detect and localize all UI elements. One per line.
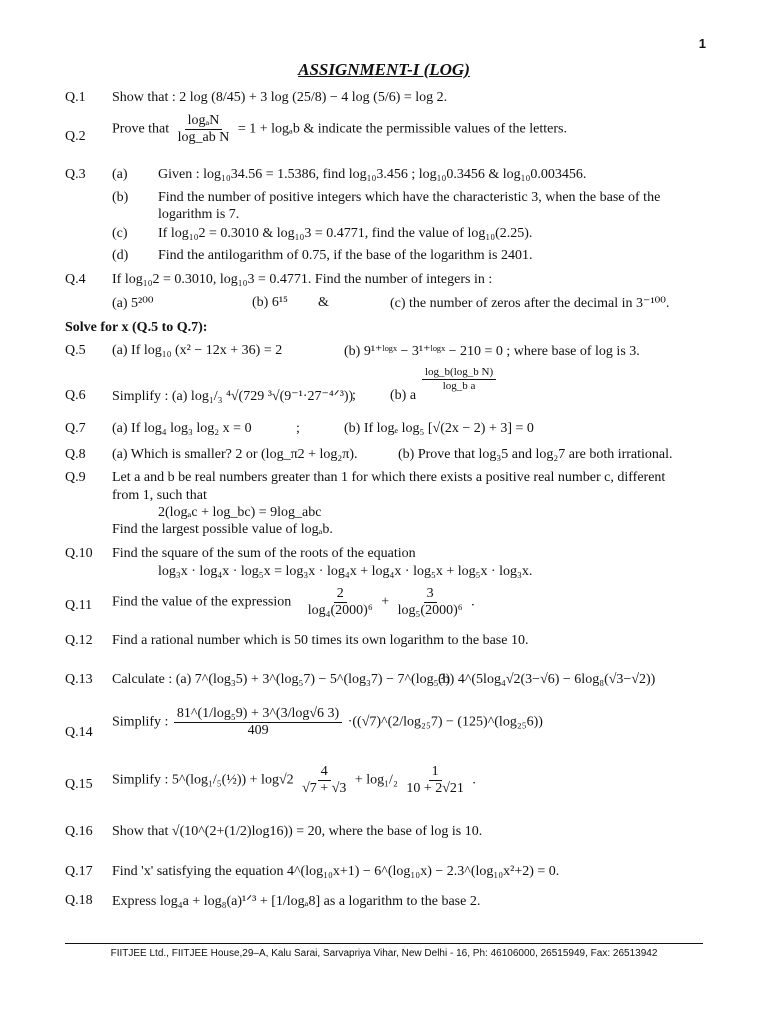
q13b: (b) 4^(5log₄√2(3−√6) − 6log₈(√3−√2)) (438, 672, 656, 687)
q14-numerator: 81^(1/log₅9) + 3^(3/log√6 3) (174, 706, 342, 723)
q11-plus: + (381, 594, 390, 610)
q6b-exponent (420, 366, 498, 392)
q6b-exp-denominator: log_b a (442, 379, 476, 392)
q15-frac2-den: 10 + 2√21 (406, 781, 464, 797)
q2-frac-denominator: log_ab N (177, 130, 230, 146)
q14-number: Q.14 (65, 725, 93, 740)
q7-number: Q.7 (65, 421, 86, 436)
q2-fraction (175, 113, 233, 146)
q2-number: Q.2 (65, 129, 86, 144)
q13a: Calculate : (a) 7^(log₃5) + 3^(log₅7) − 5^(log₃7) − 7^(log₅3) (112, 672, 451, 687)
q7-separator: ; (296, 421, 300, 436)
q3d-text: Find the antilogarithm of 0.75, if the base of the logarithm is 2401. (158, 248, 533, 263)
q4-number: Q.4 (65, 272, 86, 287)
q11-frac2-num: 3 (424, 586, 437, 603)
q3a-text: Given : log₁₀34.56 = 1.5386, find log₁₀3.456 ; log₁₀0.3456 & log₁₀0.003456. (158, 167, 587, 182)
q11-frac1 (305, 586, 376, 619)
q11-frac1-den: log₄(2000)⁶ (307, 603, 373, 619)
q3c-label: (c) (112, 226, 128, 241)
q2-line (112, 113, 567, 146)
q6a: Simplify : (a) log₁/₃ ⁴√(729 ³√(9⁻¹·27⁻⁴ᐟ³)) (112, 389, 354, 404)
q1-number: Q.1 (65, 90, 86, 105)
q2-frac-numerator: logₐN (185, 113, 223, 130)
q17-text: Find 'x' satisfying the equation 4^(log₁₀x+1) − 6^(log₁₀x) − 2.3^(log₁₀x²+2) = 0. (112, 864, 560, 879)
q9-number: Q.9 (65, 470, 86, 485)
q15-frac1-num: 4 (318, 764, 331, 781)
q13-number: Q.13 (65, 672, 93, 687)
q11-number: Q.11 (65, 598, 93, 613)
q11-line (112, 586, 475, 619)
q1-text: Show that : 2 log (8/45) + 3 log (25/8) − 4 log (5/6) = log 2. (112, 90, 448, 105)
q3b-text: Find the number of positive integers which have the characteristic 3, when the base of the (158, 190, 661, 205)
q14-lead: Simplify : (112, 714, 169, 730)
q10-number: Q.10 (65, 546, 93, 561)
q9-equation: 2(logₐc + log_bc) = 9log_abc (158, 505, 322, 520)
q5b: (b) 9¹⁺ˡᵒᵍˣ − 3¹⁺ˡᵒᵍˣ − 210 = 0 ; where base of log is 3. (344, 344, 640, 359)
q3-number: Q.3 (65, 167, 86, 182)
q9-line2: from 1, such that (112, 488, 207, 503)
section-heading: Solve for x (Q.5 to Q.7): (65, 320, 208, 335)
q3b-label: (b) (112, 190, 129, 205)
q15-line (112, 764, 476, 797)
q15-number: Q.15 (65, 777, 93, 792)
q7b: (b) If logₑ log₅ [√(2x − 2) + 3] = 0 (344, 421, 534, 436)
q8b: (b) Prove that log₃5 and log₂7 are both irrational. (398, 447, 673, 462)
q4c: (c) the number of zeros after the decimal in 3⁻¹⁰⁰. (390, 296, 670, 311)
page-number: 1 (698, 36, 706, 51)
q7a: (a) If log₄ log₃ log₂ x = 0 (112, 421, 252, 436)
q5-number: Q.5 (65, 343, 86, 358)
q9-line1: Let a and b be real numbers greater than 1 for which there exists a positive real number c, different (112, 470, 666, 485)
q12-text: Find a rational number which is 50 times its own logarithm to the base 10. (112, 633, 529, 648)
q4b: (b) 6¹⁵ (252, 295, 288, 310)
q5a: (a) If log₁₀ (x² − 12x + 36) = 2 (112, 343, 283, 358)
q2-lead: Prove that (112, 121, 170, 137)
q3c-text: If log₁₀2 = 0.3010 & log₁₀3 = 0.4771, find the value of log₁₀(2.25). (158, 226, 533, 241)
footer-divider (65, 943, 703, 944)
q8a: (a) Which is smaller? 2 or (log_π2 + log₂π). (112, 447, 358, 462)
q15-frac2 (403, 764, 467, 797)
q15-frac1-den: √7 + √3 (302, 781, 347, 797)
q2-rest: = 1 + logₐb & indicate the permissible values of the letters. (237, 121, 567, 137)
q17-number: Q.17 (65, 864, 93, 879)
q16-number: Q.16 (65, 824, 93, 839)
q14-denominator: 409 (247, 723, 269, 739)
q14-line (112, 706, 543, 739)
q15-frac1 (299, 764, 349, 797)
q15-end: . (472, 772, 476, 788)
q4-text: If log₁₀2 = 0.3010, log₁₀3 = 0.4771. Find the number of integers in : (112, 272, 493, 287)
footer-address: FIITJEE Ltd., FIITJEE House,29–A, Kalu Sarai, Sarvapriya Vihar, New Delhi - 16, Ph: 46106000, 26515949, Fax: 26513942 (110, 948, 658, 959)
q10-line1: Find the square of the sum of the roots of the equation (112, 546, 416, 561)
q15-lead: Simplify : 5^(log₁/₅(½)) + log√2 (112, 772, 294, 788)
q11-frac2-den: log₅(2000)⁶ (397, 603, 463, 619)
q14-rest: ·((√7)^(2/log₂₅7) − (125)^(log₂₅6)) (347, 714, 543, 730)
q16-text: Show that √(10^(2+(1/2)log16)) = 20, where the base of log is 10. (112, 824, 483, 839)
q14-fraction (174, 706, 342, 739)
q18-text: Express log₄a + log₈(a)¹ᐟ³ + [1/logₐ8] as a logarithm to the base 2. (112, 894, 481, 909)
q11-frac1-num: 2 (334, 586, 347, 603)
q11-end: . (471, 594, 475, 610)
q15-frac2-num: 1 (429, 764, 442, 781)
q3d-label: (d) (112, 248, 129, 263)
q3b-text-cont: logarithm is 7. (158, 207, 240, 222)
page-title: ASSIGNMENT-I (LOG) (298, 60, 470, 79)
q4-ampersand: & (318, 295, 329, 310)
q11-lead: Find the value of the expression (112, 594, 292, 610)
q15-mid: + log₁/₂ (354, 772, 398, 788)
q4a: (a) 5²⁰⁰ (112, 296, 154, 311)
q6b-exp-fraction (422, 366, 496, 392)
q10-equation: log₃x · log₄x · log₅x = log₃x · log₄x + log₄x · log₅x + log₅x · log₃x. (158, 564, 533, 579)
q6b-exp-numerator: log_b(log_b N) (422, 366, 496, 380)
q9-line4: Find the largest possible value of logₐb. (112, 522, 333, 537)
q6-separator: ; (352, 388, 356, 403)
q6-number: Q.6 (65, 388, 86, 403)
q6b: (b) a (390, 388, 417, 403)
q8-number: Q.8 (65, 447, 86, 462)
q18-number: Q.18 (65, 893, 93, 908)
q3a-label: (a) (112, 167, 128, 182)
q12-number: Q.12 (65, 633, 93, 648)
q11-frac2 (395, 586, 466, 619)
